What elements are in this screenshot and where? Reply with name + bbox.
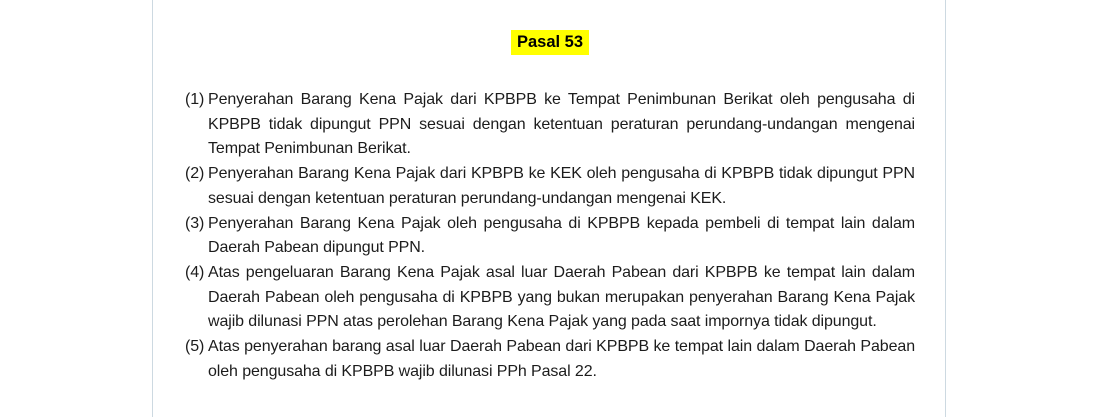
paragraph-5-number: (5) [185,338,205,356]
paragraph-4 [185,261,915,335]
paragraph-3-number: (3) [185,214,205,232]
paragraph-2 [185,162,915,211]
paragraph-5-text: Atas penyerahan barang asal luar Daerah Pabean dari KPBPB ke tempat lain dalam Daerah Pabean oleh pengusaha di KPBPB wajib dilunasi PPh Pasal 22. [208,338,915,380]
paragraph-4-text: Atas pengeluaran Barang Kena Pajak asal luar Daerah Pabean dari KPBPB ke tempat lain dalam Daerah Pabean oleh pengusaha di KPBPB yang bukan merupakan penyerahan Barang Kena Pajak wajib dilunasi PPN atas perolehan Barang Kena Pajak yang pada saat impornya tidak dipungut. [208,263,915,331]
article-title: Pasal 53 [511,30,589,55]
paragraph-5 [185,335,915,384]
paragraph-1-number: (1) [185,91,205,108]
article-paragraphs [185,88,915,384]
paragraph-2-number: (2) [185,165,205,183]
paragraph-2-text: Penyerahan Barang Kena Pajak dari KPBPB ke KEK oleh pengusaha di KPBPB tidak dipungut PPN sesuai dengan ketentuan peraturan perundang-undangan mengenai KEK. [208,165,915,207]
page-content [153,0,945,384]
document-page [152,0,946,417]
paragraph-1-text: Penyerahan Barang Kena Pajak dari KPBPB ke Tempat Penimbunan Berikat oleh pengusaha di KPBPB tidak dipungut PPN sesuai dengan ketentuan peraturan perundang-undangan mengenai Tempat Penimbunan Berikat. [208,91,915,158]
paragraph-3 [185,212,915,261]
article-title-row [185,30,915,55]
paragraph-4-number: (4) [185,263,205,281]
paragraph-1 [185,88,915,162]
paragraph-3-text: Penyerahan Barang Kena Pajak oleh pengusaha di KPBPB kepada pembeli di tempat lain dalam Daerah Pabean dipungut PPN. [208,214,915,257]
